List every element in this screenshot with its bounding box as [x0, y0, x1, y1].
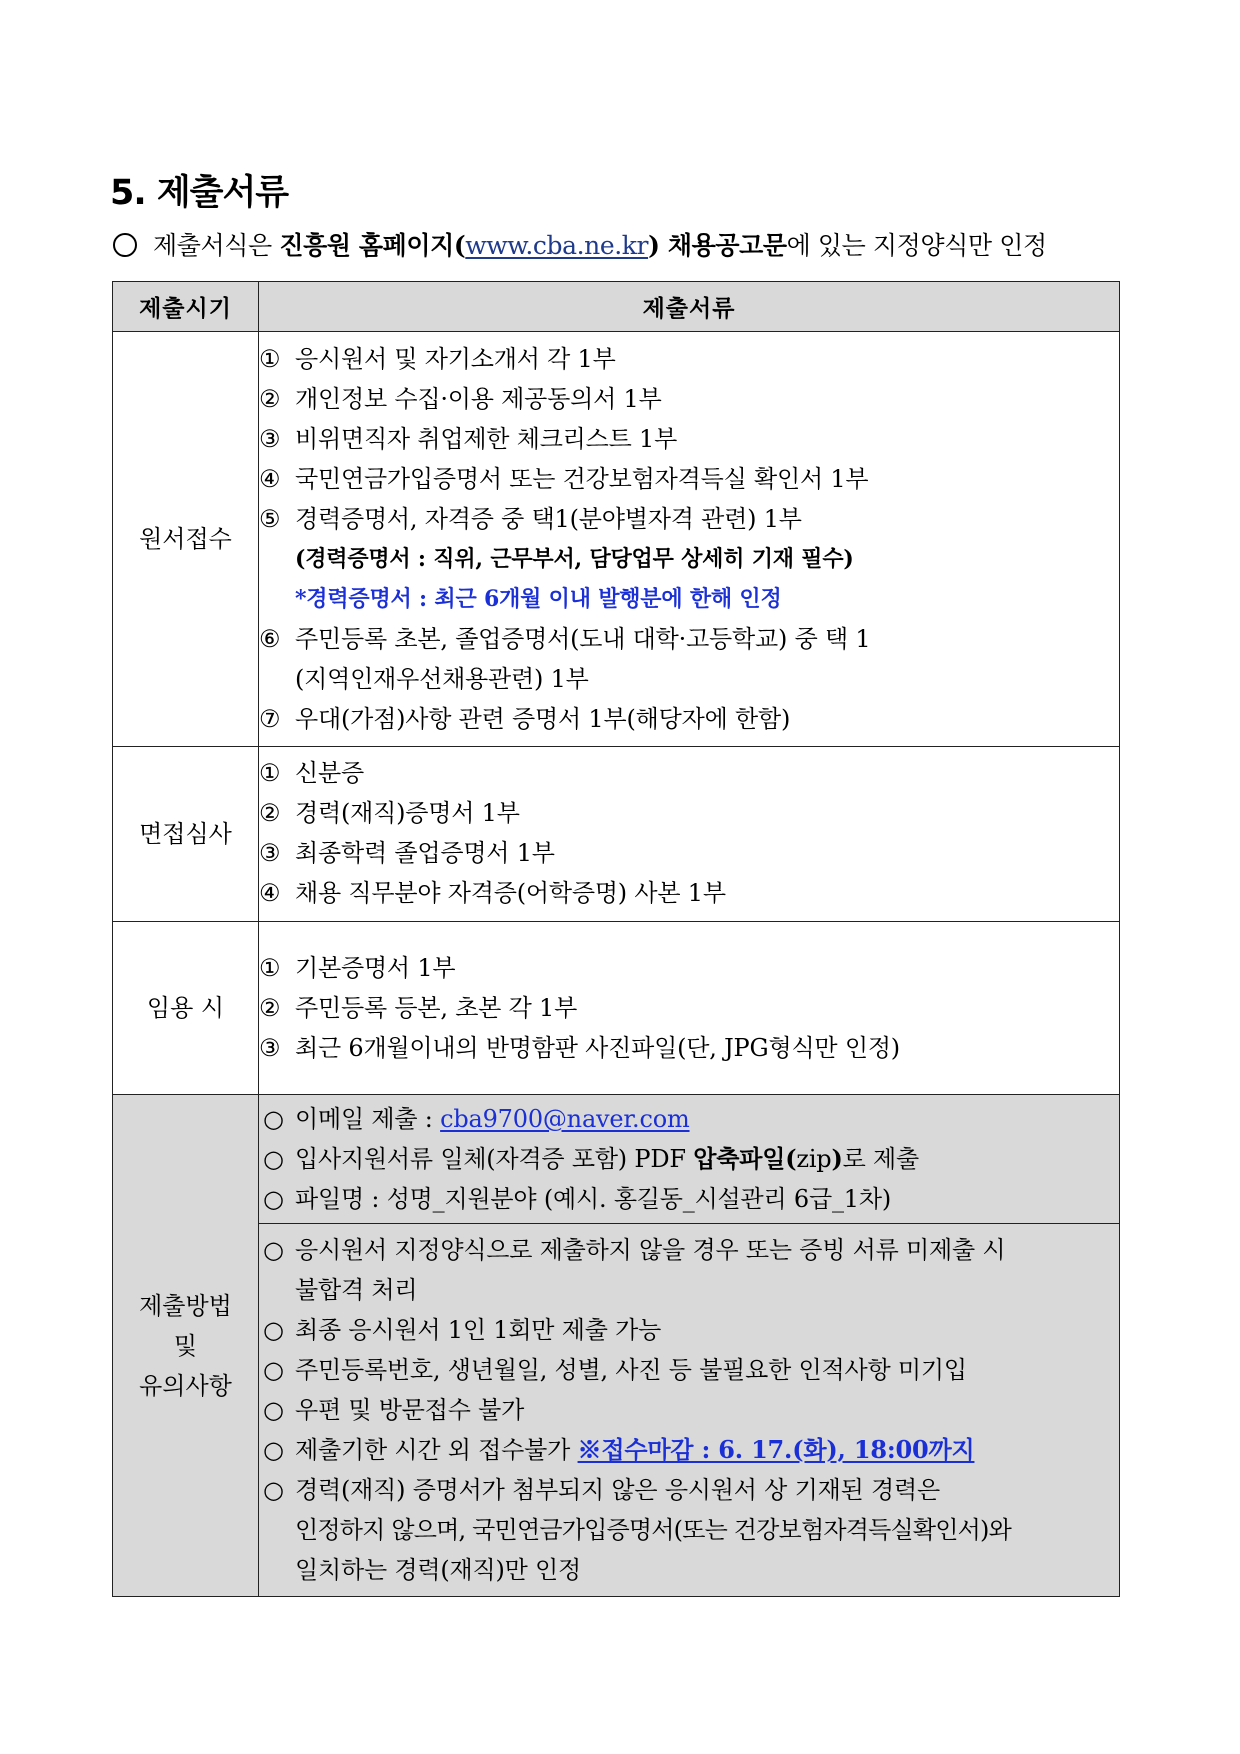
deadline-notice: ※접수마감 : 6. 17.(화), 18:00까지 [577, 1435, 975, 1464]
list-item: ○ 응시원서 지정양식으로 제출하지 않을 경우 또는 증빙 서류 미제출 시 [263, 1236, 1006, 1264]
intro-close: ) [648, 231, 668, 260]
header-row [113, 282, 1120, 332]
list-item: ③ 비위면직자 취업제한 체크리스트 1부 [259, 425, 678, 453]
list-item: ② 개인정보 수집·이용 제공동의서 1부 [259, 385, 662, 413]
career-note: (경력증명서 : 직위, 근무부서, 담당업무 상세히 기재 필수) [295, 546, 854, 572]
label-application: 원서접수 [113, 332, 259, 747]
intro-notice: 채용공고문 [667, 231, 787, 260]
row-interview [113, 747, 1120, 922]
list-item: ⑦ 우대(가점)사항 관련 증명서 1부(해당자에 한함) [259, 705, 791, 733]
list-item: ③ 최근 6개월이내의 반명함판 사진파일(단, JPG형식만 인정) [259, 1034, 900, 1062]
list-item: ④ 채용 직무분야 자격증(어학증명) 사본 1부 [259, 879, 726, 907]
list-item: ① 기본증명서 1부 [259, 954, 456, 982]
list-item: ○ 입사지원서류 일체(자격증 포함) PDF 압축파일( zip ) 로 제출 [263, 1144, 920, 1173]
submission-method [259, 1095, 1120, 1224]
row-appointment [113, 922, 1120, 1095]
list-item: ⑥ 주민등록 초본, 졸업증명서(도내 대학·고등학교) 중 택 1 [259, 625, 871, 653]
list-item: ② 주민등록 등본, 초본 각 1부 [259, 994, 578, 1022]
hollow-circle-bullet-icon [113, 233, 137, 257]
intro-prefix: 제출서식은 [153, 231, 280, 260]
list-item: ○ 주민등록번호, 생년월일, 성별, 사진 등 불필요한 인적사항 미기입 [263, 1356, 967, 1384]
list-item: ① 신분증 [259, 759, 364, 787]
list-item-continuation: (지역인재우선채용관련) 1부 [295, 665, 589, 693]
header-timing: 제출시기 [113, 282, 259, 332]
list-item: ④ 국민연금가입증명서 또는 건강보험자격득실 확인서 1부 [259, 465, 869, 493]
list-item: ○ 경력(재직) 증명서가 첨부되지 않은 응시원서 상 기재된 경력은 [263, 1476, 940, 1504]
interview-docs [259, 747, 1120, 922]
email-link[interactable]: cba9700@naver.com [440, 1105, 690, 1133]
list-item: ○ 우편 및 방문접수 불가 [263, 1396, 525, 1424]
list-item-continuation: 일치하는 경력(재직)만 인정 [295, 1556, 582, 1584]
application-docs [259, 332, 1120, 747]
list-item: ○ 이메일 제출 : cba9700@naver.com [259, 1099, 1119, 1139]
intro-line [113, 226, 1047, 266]
section-title: 5. 제출서류 [110, 173, 289, 213]
notes [259, 1224, 1120, 1597]
documents-table [112, 281, 1120, 1597]
list-item: ○ 최종 응시원서 1인 1회만 제출 가능 [263, 1316, 662, 1344]
list-item: ○ 제출기한 시간 외 접수불가 ※접수마감 : 6. 17.(화), 18:00까지 [259, 1430, 1119, 1470]
homepage-link[interactable]: www.cba.ne.kr [465, 231, 649, 260]
list-item-continuation: 인정하지 않으며, 국민연금가입증명서(또는 건강보험자격득실확인서)와 [295, 1516, 1011, 1544]
row-method-submission [113, 1095, 1120, 1224]
label-appointment: 임용 시 [113, 922, 259, 1095]
list-item: ① 응시원서 및 자기소개서 각 1부 [259, 345, 616, 373]
row-method-notes [113, 1224, 1120, 1597]
label-method: 제출방법 및 유의사항 [113, 1095, 259, 1597]
header-documents: 제출서류 [259, 282, 1120, 332]
list-item: ② 경력(재직)증명서 1부 [259, 799, 520, 827]
intro-suffix: 에 있는 지정양식만 인정 [786, 231, 1047, 260]
appointment-docs [259, 922, 1120, 1095]
row-application [113, 332, 1120, 747]
career-validity-note: *경력증명서 : 최근 6개월 이내 발행분에 한해 인정 [295, 586, 782, 612]
list-item: ③ 최종학력 졸업증명서 1부 [259, 839, 555, 867]
list-item-continuation: 불합격 처리 [295, 1276, 418, 1304]
list-item: ○ 파일명 : 성명_지원분야 (예시. 홍길동_시설관리 6급_1차) [263, 1185, 892, 1213]
intro-org: 진흥원 홈페이지( [279, 231, 466, 260]
label-interview: 면접심사 [113, 747, 259, 922]
list-item: ⑤ 경력증명서, 자격증 중 택1(분야별자격 관련) 1부 [259, 505, 802, 533]
